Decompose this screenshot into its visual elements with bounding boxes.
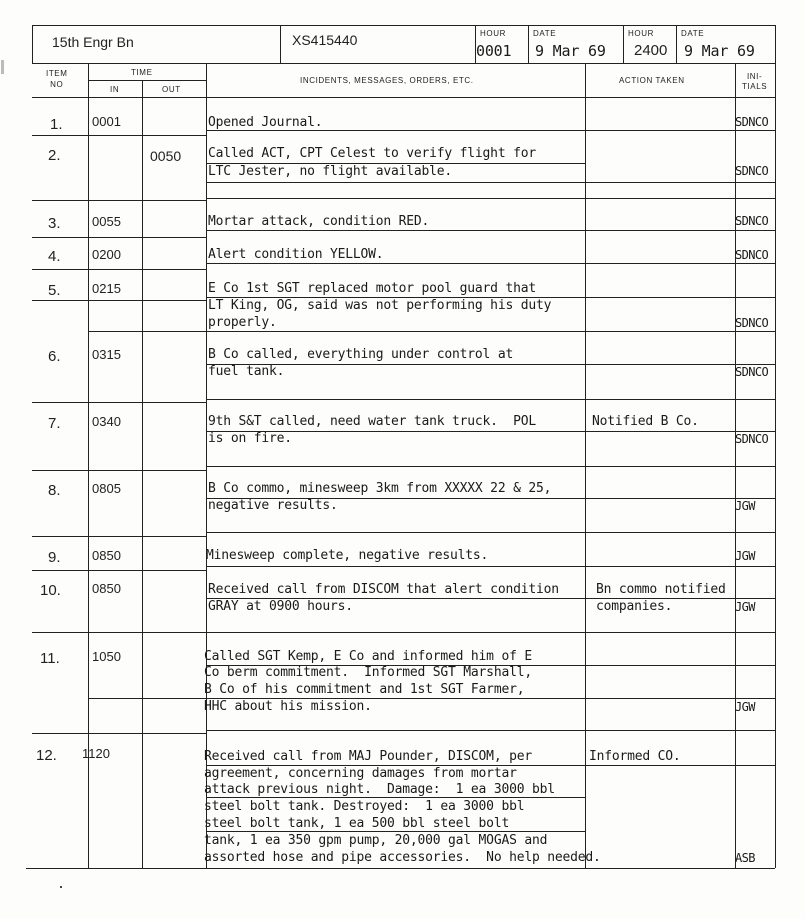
time-in: 0215 [92,281,121,296]
rule [32,470,206,471]
incident-line: steel bolt tank, 1 ea 500 bbl steel bolt [204,816,510,831]
rule [623,25,624,63]
incident-line: tank, 1 ea 350 gpm pump, 20,000 gal MOGAS and [204,833,548,848]
item-number: 11. [40,650,60,667]
incident-line: is on fire. [208,431,292,446]
action-line: companies. [596,599,673,614]
initials: JGW [735,549,755,563]
rule [32,237,206,238]
rule [32,536,206,537]
item-number: 1. [50,116,63,133]
incident-line: fuel tank. [208,364,285,379]
rule [32,570,206,571]
incident-line: Called SGT Kemp, E Co and informed him of E [204,649,532,664]
time-in: 1120 [82,746,110,761]
from-date: 9 Mar 69 [535,42,606,60]
initials: SDNCO [735,115,769,129]
incident-line: Mortar attack, condition RED. [208,214,430,229]
incident-line: B Co commo, minesweep 3km from XXXXX 22 & 25, [208,481,552,496]
rule [206,566,775,567]
item-number: 12. [36,747,57,764]
rule [206,632,775,633]
item-number: 8. [48,482,61,499]
time-in: 0315 [92,347,121,362]
initials: ASB [735,851,755,865]
rule [32,733,206,734]
initials: SDNCO [735,214,769,228]
to-date-label: DATE [681,29,705,38]
incident-line: properly. [208,315,277,330]
time-in: 1050 [92,649,121,664]
item-number: 4. [48,248,61,265]
unit-name: 15th Engr Bn [52,34,134,50]
initials: JGW [735,600,755,614]
time-in: 0055 [92,214,121,229]
rule [206,399,775,400]
item-number: 9. [48,549,61,566]
rule [32,63,775,64]
rule [32,402,206,403]
rule [206,831,585,832]
initials: SDNCO [735,164,769,178]
time-in: 0805 [92,481,121,496]
rule [206,230,775,231]
rule [206,797,585,798]
location-code: XS415440 [292,32,358,48]
incident-line: Opened Journal. [208,115,323,130]
rule [280,25,281,63]
action-line: Informed CO. [589,749,681,764]
rule [32,632,206,633]
rule [206,263,775,264]
time-heading: TIME [131,68,153,77]
rule [26,868,775,869]
incident-line: assorted hose and pipe accessories. No help needed. [204,850,601,865]
rule [528,25,529,63]
rule [206,198,775,199]
item-number: 6. [48,348,61,365]
item-number: 2. [48,147,61,164]
item-number: 3. [48,215,61,232]
time-in: 0850 [92,548,121,563]
rule [88,80,206,81]
from-hour-label: HOUR [480,29,506,38]
time-out: 0050 [150,148,182,164]
incident-line: steel bolt tank. Destroyed: 1 ea 3000 bbl [204,799,525,814]
to-hour: 2400 [634,42,668,59]
rule [206,182,775,183]
rule [142,80,143,868]
rule [206,130,775,131]
initials: JGW [735,700,755,714]
time-in: 0200 [92,247,121,262]
to-date: 9 Mar 69 [684,42,755,60]
rule [775,25,776,868]
item-number: 10. [40,582,61,599]
initials-heading: INI- TIALS [742,72,768,91]
incident-line: Co berm commitment. Informed SGT Marshall, [204,665,532,680]
incident-line: negative results. [208,498,338,513]
incident-line: Minesweep complete, negative results. [206,548,489,563]
rule [206,730,775,731]
incident-line: 9th S&T called, need water tank truck. POL [208,414,536,429]
initials: SDNCO [735,248,769,262]
time-in-heading: IN [110,85,120,94]
initials: SDNCO [735,365,769,379]
time-in: 0340 [92,414,121,429]
rule [206,532,775,533]
item-number: 7. [48,415,61,432]
initials: JGW [735,499,755,513]
action-line: Notified B Co. [592,414,699,429]
incident-line: GRAY at 0900 hours. [208,599,353,614]
rule [32,97,775,98]
incident-line: agreement, concerning damages from mortar [204,766,517,781]
rule [32,25,775,26]
item-no-heading: ITEM NO [46,69,68,89]
rule [32,300,206,301]
incident-line: B Co of his commitment and 1st SGT Farmer, [204,682,525,697]
time-in: 0001 [92,114,121,129]
rule [88,331,775,332]
initials: SDNCO [735,316,769,330]
from-date-label: DATE [533,29,557,38]
to-hour-label: HOUR [628,29,654,38]
rule [206,466,775,467]
rule [32,25,33,63]
incident-line: Called ACT, CPT Celest to verify flight for [208,146,536,161]
from-hour: 0001 [476,42,512,60]
scan-speck [60,886,62,888]
incident-line: B Co called, everything under control at [208,347,514,362]
action-line: Bn commo notified [596,582,726,597]
rule [206,364,775,365]
rule [32,200,206,201]
incidents-heading: INCIDENTS, MESSAGES, ORDERS, ETC. [300,76,474,85]
incident-line: E Co 1st SGT replaced motor pool guard that [208,281,536,296]
rule [676,25,677,63]
action-heading: ACTION TAKEN [619,76,685,85]
incident-line: attack previous night. Damage: 1 ea 3000 bbl [204,782,555,797]
scan-speck [1,60,4,74]
initials: SDNCO [735,432,769,446]
item-number: 5. [48,282,61,299]
time-out-heading: OUT [162,85,181,94]
time-in: 0850 [92,581,121,596]
rule [32,135,206,136]
rule [32,269,206,270]
incident-line: Received call from DISCOM that alert condition [208,582,559,597]
rule [466,868,467,869]
rule [88,698,775,699]
incident-line: LT King, OG, said was not performing his duty [208,298,552,313]
incident-line: Alert condition YELLOW. [208,247,384,262]
incident-line: Received call from MAJ Pounder, DISCOM, per [204,749,532,764]
incident-line: HHC about his mission. [204,699,372,714]
incident-line: LTC Jester, no flight available. [208,164,453,179]
